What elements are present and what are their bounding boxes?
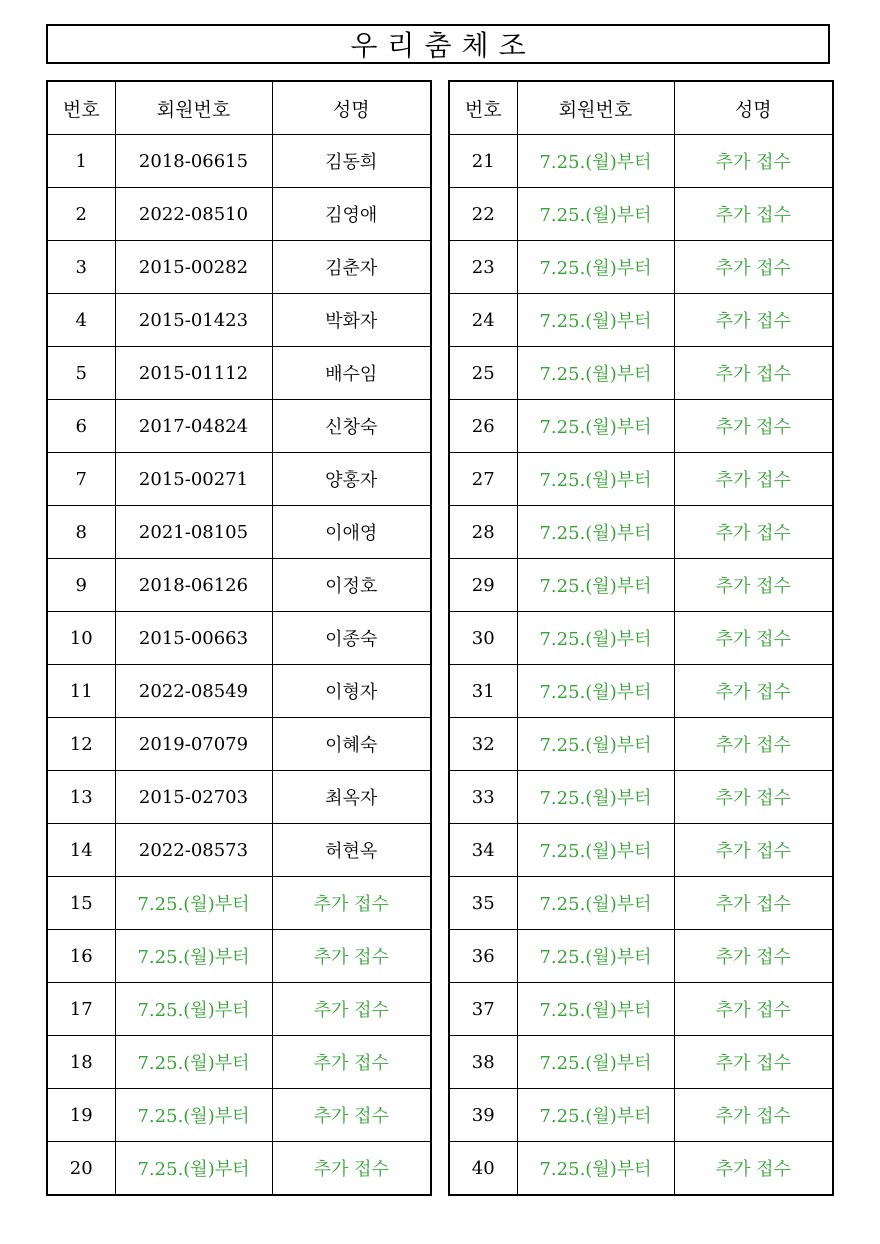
cell-no: 14 xyxy=(47,824,115,877)
cell-name: 이형자 xyxy=(272,665,431,718)
header-no: 번호 xyxy=(449,81,517,135)
cell-name: 추가 접수 xyxy=(674,665,833,718)
cell-no: 25 xyxy=(449,347,517,400)
table-row xyxy=(449,718,833,771)
cell-no: 36 xyxy=(449,930,517,983)
table-row xyxy=(47,453,431,506)
roster-body-right xyxy=(449,135,833,1196)
cell-member-no: 7.25.(월)부터 xyxy=(115,930,272,983)
cell-no: 24 xyxy=(449,294,517,347)
table-row xyxy=(449,294,833,347)
cell-no: 12 xyxy=(47,718,115,771)
table-row xyxy=(449,188,833,241)
cell-name: 추가 접수 xyxy=(674,983,833,1036)
cell-no: 5 xyxy=(47,347,115,400)
table-row xyxy=(47,665,431,718)
cell-member-no: 2017-04824 xyxy=(115,400,272,453)
cell-member-no: 2018-06615 xyxy=(115,135,272,188)
table-row xyxy=(449,1142,833,1196)
cell-member-no: 7.25.(월)부터 xyxy=(115,877,272,930)
table-row xyxy=(449,983,833,1036)
header-member-no: 회원번호 xyxy=(517,81,674,135)
cell-no: 6 xyxy=(47,400,115,453)
roster-table-left xyxy=(46,80,432,1196)
cell-name: 추가 접수 xyxy=(272,983,431,1036)
cell-name: 추가 접수 xyxy=(674,612,833,665)
cell-member-no: 7.25.(월)부터 xyxy=(517,506,674,559)
cell-member-no: 2015-01423 xyxy=(115,294,272,347)
cell-no: 34 xyxy=(449,824,517,877)
cell-no: 28 xyxy=(449,506,517,559)
cell-no: 19 xyxy=(47,1089,115,1142)
table-header-row xyxy=(449,81,833,135)
cell-member-no: 2022-08510 xyxy=(115,188,272,241)
cell-no: 22 xyxy=(449,188,517,241)
cell-no: 38 xyxy=(449,1036,517,1089)
cell-name: 추가 접수 xyxy=(674,771,833,824)
cell-member-no: 7.25.(월)부터 xyxy=(517,877,674,930)
table-row xyxy=(47,294,431,347)
cell-name: 추가 접수 xyxy=(674,718,833,771)
table-row xyxy=(449,347,833,400)
cell-member-no: 7.25.(월)부터 xyxy=(517,453,674,506)
cell-name: 추가 접수 xyxy=(674,824,833,877)
table-row xyxy=(449,665,833,718)
cell-member-no: 7.25.(월)부터 xyxy=(517,1089,674,1142)
cell-member-no: 7.25.(월)부터 xyxy=(517,1142,674,1196)
cell-name: 추가 접수 xyxy=(272,1142,431,1196)
cell-member-no: 7.25.(월)부터 xyxy=(517,188,674,241)
cell-member-no: 7.25.(월)부터 xyxy=(517,400,674,453)
table-row xyxy=(47,1089,431,1142)
table-row xyxy=(47,506,431,559)
table-row xyxy=(449,241,833,294)
cell-name: 허현옥 xyxy=(272,824,431,877)
cell-member-no: 7.25.(월)부터 xyxy=(517,1036,674,1089)
table-row xyxy=(47,930,431,983)
cell-no: 39 xyxy=(449,1089,517,1142)
cell-member-no: 7.25.(월)부터 xyxy=(517,347,674,400)
cell-name: 추가 접수 xyxy=(674,877,833,930)
table-row xyxy=(47,877,431,930)
table-row xyxy=(449,400,833,453)
table-row xyxy=(47,241,431,294)
table-row xyxy=(47,1142,431,1196)
cell-name: 추가 접수 xyxy=(674,1142,833,1196)
cell-no: 20 xyxy=(47,1142,115,1196)
cell-no: 27 xyxy=(449,453,517,506)
table-row xyxy=(449,612,833,665)
header-name: 성명 xyxy=(272,81,431,135)
cell-no: 32 xyxy=(449,718,517,771)
cell-name: 추가 접수 xyxy=(674,930,833,983)
cell-member-no: 7.25.(월)부터 xyxy=(517,241,674,294)
cell-name: 최옥자 xyxy=(272,771,431,824)
table-row xyxy=(47,559,431,612)
cell-member-no: 7.25.(월)부터 xyxy=(517,930,674,983)
table-row xyxy=(449,1089,833,1142)
table-row xyxy=(449,453,833,506)
cell-name: 추가 접수 xyxy=(674,1089,833,1142)
cell-no: 4 xyxy=(47,294,115,347)
cell-name: 이애영 xyxy=(272,506,431,559)
cell-name: 이혜숙 xyxy=(272,718,431,771)
cell-name: 추가 접수 xyxy=(674,453,833,506)
cell-member-no: 7.25.(월)부터 xyxy=(517,983,674,1036)
roster-table-right xyxy=(448,80,834,1196)
cell-name: 배수임 xyxy=(272,347,431,400)
cell-no: 29 xyxy=(449,559,517,612)
table-row xyxy=(449,559,833,612)
table-row xyxy=(449,135,833,188)
cell-member-no: 7.25.(월)부터 xyxy=(517,294,674,347)
table-row xyxy=(47,824,431,877)
cell-name: 김동희 xyxy=(272,135,431,188)
table-row xyxy=(449,930,833,983)
cell-member-no: 2015-00282 xyxy=(115,241,272,294)
cell-member-no: 7.25.(월)부터 xyxy=(517,718,674,771)
cell-name: 추가 접수 xyxy=(674,506,833,559)
header-member-no: 회원번호 xyxy=(115,81,272,135)
cell-member-no: 2015-02703 xyxy=(115,771,272,824)
cell-no: 23 xyxy=(449,241,517,294)
cell-name: 이정호 xyxy=(272,559,431,612)
cell-member-no: 2015-01112 xyxy=(115,347,272,400)
cell-no: 15 xyxy=(47,877,115,930)
cell-no: 17 xyxy=(47,983,115,1036)
page-title: 우리춤체조 xyxy=(46,24,830,64)
table-row xyxy=(47,1036,431,1089)
cell-member-no: 7.25.(월)부터 xyxy=(517,612,674,665)
cell-no: 18 xyxy=(47,1036,115,1089)
cell-name: 추가 접수 xyxy=(674,188,833,241)
table-row xyxy=(449,506,833,559)
cell-no: 30 xyxy=(449,612,517,665)
cell-member-no: 7.25.(월)부터 xyxy=(517,559,674,612)
cell-no: 37 xyxy=(449,983,517,1036)
cell-name: 추가 접수 xyxy=(272,1089,431,1142)
cell-name: 박화자 xyxy=(272,294,431,347)
cell-name: 추가 접수 xyxy=(272,877,431,930)
cell-member-no: 2022-08549 xyxy=(115,665,272,718)
cell-member-no: 2015-00663 xyxy=(115,612,272,665)
cell-no: 40 xyxy=(449,1142,517,1196)
header-no: 번호 xyxy=(47,81,115,135)
cell-name: 김춘자 xyxy=(272,241,431,294)
cell-no: 21 xyxy=(449,135,517,188)
header-name: 성명 xyxy=(674,81,833,135)
table-row xyxy=(47,135,431,188)
cell-name: 추가 접수 xyxy=(674,241,833,294)
cell-no: 11 xyxy=(47,665,115,718)
cell-no: 7 xyxy=(47,453,115,506)
cell-no: 31 xyxy=(449,665,517,718)
cell-name: 추가 접수 xyxy=(272,930,431,983)
cell-member-no: 7.25.(월)부터 xyxy=(517,665,674,718)
cell-member-no: 2019-07079 xyxy=(115,718,272,771)
cell-no: 8 xyxy=(47,506,115,559)
table-row xyxy=(47,347,431,400)
table-row xyxy=(47,771,431,824)
cell-name: 추가 접수 xyxy=(674,559,833,612)
cell-member-no: 2018-06126 xyxy=(115,559,272,612)
table-row xyxy=(449,1036,833,1089)
cell-no: 33 xyxy=(449,771,517,824)
roster-body-left xyxy=(47,135,431,1196)
cell-member-no: 7.25.(월)부터 xyxy=(517,824,674,877)
cell-member-no: 2022-08573 xyxy=(115,824,272,877)
cell-no: 35 xyxy=(449,877,517,930)
table-row xyxy=(47,612,431,665)
table-row xyxy=(47,983,431,1036)
cell-name: 추가 접수 xyxy=(272,1036,431,1089)
cell-no: 10 xyxy=(47,612,115,665)
cell-no: 9 xyxy=(47,559,115,612)
cell-no: 2 xyxy=(47,188,115,241)
cell-name: 추가 접수 xyxy=(674,1036,833,1089)
cell-no: 3 xyxy=(47,241,115,294)
cell-no: 1 xyxy=(47,135,115,188)
table-header-row xyxy=(47,81,431,135)
cell-name: 이종숙 xyxy=(272,612,431,665)
cell-name: 추가 접수 xyxy=(674,347,833,400)
cell-member-no: 7.25.(월)부터 xyxy=(517,135,674,188)
cell-member-no: 7.25.(월)부터 xyxy=(115,983,272,1036)
cell-member-no: 7.25.(월)부터 xyxy=(517,771,674,824)
table-row xyxy=(47,400,431,453)
table-row xyxy=(47,188,431,241)
table-row xyxy=(449,824,833,877)
cell-member-no: 2015-00271 xyxy=(115,453,272,506)
cell-name: 추가 접수 xyxy=(674,400,833,453)
cell-no: 26 xyxy=(449,400,517,453)
cell-name: 추가 접수 xyxy=(674,135,833,188)
table-row xyxy=(47,718,431,771)
cell-no: 16 xyxy=(47,930,115,983)
cell-name: 김영애 xyxy=(272,188,431,241)
table-row xyxy=(449,877,833,930)
table-row xyxy=(449,771,833,824)
cell-name: 양홍자 xyxy=(272,453,431,506)
cell-name: 추가 접수 xyxy=(674,294,833,347)
cell-name: 신창숙 xyxy=(272,400,431,453)
cell-member-no: 7.25.(월)부터 xyxy=(115,1142,272,1196)
cell-member-no: 7.25.(월)부터 xyxy=(115,1036,272,1089)
cell-no: 13 xyxy=(47,771,115,824)
cell-member-no: 7.25.(월)부터 xyxy=(115,1089,272,1142)
cell-member-no: 2021-08105 xyxy=(115,506,272,559)
